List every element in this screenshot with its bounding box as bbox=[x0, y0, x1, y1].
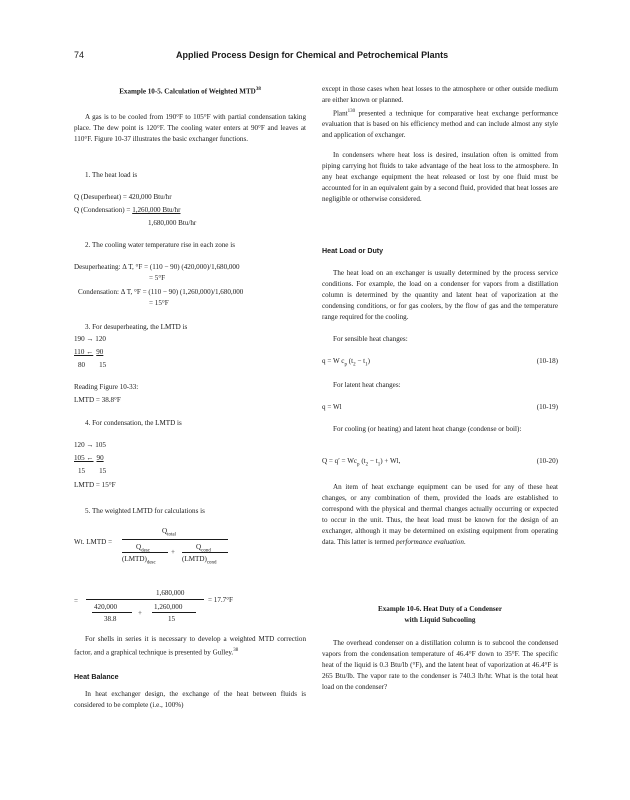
equation-10-18 bbox=[322, 356, 558, 367]
lmtd-condensation: LMTD = 15°F bbox=[74, 481, 116, 489]
heat-loss-paragraph: except in those cases when heat losses to the atmosphere or other outside medium are either known or planned. bbox=[322, 85, 558, 104]
book-title: Applied Process Design for Chemical and Petrochemical Plants bbox=[176, 50, 449, 60]
heat-load-heading: Heat Load or Duty bbox=[322, 247, 384, 255]
step-4: 4. For condensation, the LMTD is bbox=[85, 419, 182, 427]
equation-10-18-expression: q = W $c_p$ $(t_2 - t_1)$ bbox=[322, 357, 370, 368]
plus-sign-1: + bbox=[171, 548, 176, 556]
example-intro-paragraph: A gas is to be cooled from 190°F to 105°F with partial condensation taking place. The dew point is 120°F. The cooling water enters at 90°F and leaves at 110°F. Figure 10-37 illustrates the basic exchanger functions. bbox=[74, 113, 306, 143]
performance-evaluation-paragraph: An item of heat exchange equipment can be used for any of these heat changes, or any combination of them, provided the loads are established to correspond with the physical and thermal changes actually occurring or expected to occur in the unit. Thus, the heat load must be known for the design of an exchanger, although it may be determined on existing equipment from operating data. This latter is termed performance evaluation. bbox=[322, 483, 558, 546]
lmtd-cond-denominator: $(LMTD)_{cond}$ bbox=[182, 555, 217, 566]
heat-load-paragraph: The heat load on an exchanger is usually determined by the process service conditions. For example, the load on a condenser for vapors from a distillation column is determined by the quantity and latent heat of vaporization at the condensing conditions, or for gas coolers, by the flow of gas and the temperature range required for the cooling. bbox=[322, 269, 558, 321]
desc-fraction-bar bbox=[122, 552, 168, 553]
shells-in-series-paragraph: For shells in series it is necessary to develop a weighted MTD correction factor, and a graphical technique is presented by Gulley.$^{38}$ bbox=[74, 635, 306, 657]
desuperheating-result: = 5°F bbox=[149, 274, 166, 282]
equation-10-19: q = Wl (10-19) bbox=[322, 403, 558, 411]
plus-sign-2: + bbox=[138, 609, 143, 617]
temp-table-4-row-2: 105 ← 90 bbox=[74, 454, 104, 462]
denominator-a: 38.8 bbox=[104, 615, 117, 623]
example-10-6-title: Example 10-6. Heat Duty of a Condenser with Liquid Subcooling bbox=[378, 605, 502, 624]
temp-table-3-row-3: 80 15 bbox=[78, 361, 107, 369]
temp-table-4-row-1: 120 → 105 bbox=[74, 441, 106, 449]
example-10-5-title: Example 10-5. Calculation of Weighted MTD$^{38}$ bbox=[119, 87, 261, 96]
numeric-fraction-bar bbox=[86, 599, 204, 600]
combined-heat-intro: For cooling (or heating) and latent heat change (condense or boil): bbox=[333, 425, 522, 433]
step-3: 3. For desuperheating, the LMTD is bbox=[85, 323, 188, 331]
q-condensation: Q (Condensation) = 1,260,000 Btu/hr bbox=[74, 206, 181, 214]
equation-10-20-expression: $Q = q' = Wc_p$ $(t_2 - t_1) + Wl$, bbox=[322, 457, 401, 468]
q-total-symbol: $Q_{total}$ bbox=[162, 527, 177, 538]
q-total: 1,680,000 Btu/hr bbox=[148, 219, 197, 227]
cond-fraction-bar bbox=[182, 552, 228, 553]
q-desc-symbol: $Q_{desc}$ bbox=[136, 543, 151, 554]
equation-10-20 bbox=[322, 456, 558, 467]
q-desuperheat: Q (Desuperheat) = 420,000 Btu/hr bbox=[74, 193, 172, 201]
lmtd-desuperheating: LMTD = 38.8°F bbox=[74, 396, 121, 404]
equation-10-19-number: (10-19) bbox=[536, 403, 558, 411]
wt-lmtd-fraction-bar bbox=[122, 539, 228, 540]
equation-10-20-number: (10-20) bbox=[536, 457, 558, 465]
condensation-rise: Condensation: Δ T, °F = (110 − 90) (1,260,000)/1,680,000 bbox=[78, 288, 244, 296]
example-10-6-paragraph: The overhead condenser on a distillation column is to subcool the condensed vapors from the condensation temperature of 46.4°F down to 35°F. The specific heat of the liquid is 0.3 Btu/lb (°F), and the latent heat of vaporization at 46.4°F is 265 Btu/lb. The vapor rate to the condenser is 740.3 lb/hr. What is the total heat load on the condenser? bbox=[322, 639, 558, 691]
condensation-result: = 15°F bbox=[149, 299, 169, 307]
equals-sign: = bbox=[74, 597, 79, 605]
numerator-b: 1,260,000 bbox=[154, 603, 183, 611]
temp-table-4-row-3: 15 15 bbox=[78, 467, 107, 475]
page-number: 74 bbox=[74, 50, 85, 60]
heat-balance-paragraph: In heat exchanger design, the exchange of the heat between fluids is considered to be complete (i.e., 100%) bbox=[74, 690, 306, 709]
reading-figure: Reading Figure 10-33: bbox=[74, 383, 139, 391]
heat-balance-heading: Heat Balance bbox=[74, 673, 119, 681]
fraction-b-bar bbox=[152, 612, 196, 613]
lmtd-desc-denominator: $(LMTD)_{desc}$ bbox=[122, 555, 156, 566]
step-2: 2. The cooling water temperature rise in each zone is bbox=[85, 241, 235, 249]
step-5: 5. The weighted LMTD for calculations is bbox=[85, 507, 205, 515]
denominator-b: 15 bbox=[168, 615, 176, 623]
sensible-heat-intro: For sensible heat changes: bbox=[333, 335, 408, 343]
fraction-a-bar bbox=[92, 612, 132, 613]
numerator-a: 420,000 bbox=[94, 603, 118, 611]
running-header bbox=[0, 46, 630, 62]
q-cond-symbol: $Q_{cond}$ bbox=[196, 543, 211, 554]
plant-efficiency-paragraph: Plant$^{130}$ presented a technique for comparative heat exchange performance evaluation that is based on his efficiency method and can include almost any style and application of exchanger. bbox=[322, 109, 558, 140]
equation-10-18-number: (10-18) bbox=[536, 357, 558, 365]
temp-table-3-row-1: 190 → 120 bbox=[74, 335, 106, 343]
weighted-lmtd-result: = 17.7°F bbox=[208, 596, 233, 604]
wt-lmtd-label: Wt. LMTD = bbox=[74, 538, 113, 546]
step-1: 1. The heat load is bbox=[85, 171, 138, 179]
numerator-total: 1,680,000 bbox=[156, 589, 185, 597]
desuperheating-rise: Desuperheating: Δ T, °F = (110 − 90) (420,000)/1,680,000 bbox=[74, 263, 240, 271]
latent-heat-intro: For latent heat changes: bbox=[333, 381, 401, 389]
condenser-insulation-paragraph: In condensers where heat loss is desired, insulation often is omitted from piping carrying hot fluids to take advantage of the heat loss to the atmosphere. In any heat exchange equipment the heat released or lost by one fluid must be accounted for in an equivalent gain by a second fluid, provided that heat losses are negligible or otherwise considered. bbox=[322, 151, 558, 203]
temp-table-3-row-2: 110 ← 90 bbox=[74, 348, 104, 356]
